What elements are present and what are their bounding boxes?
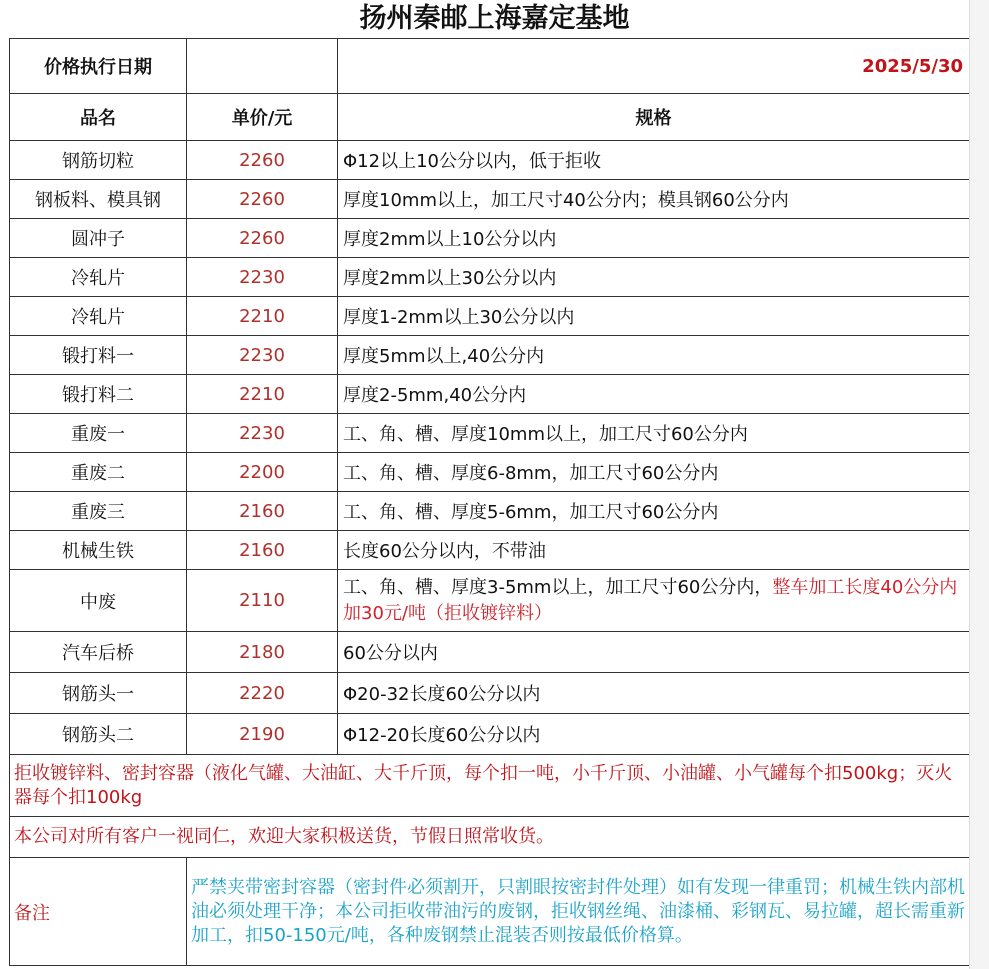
table-row	[10, 141, 970, 180]
remark-text: 严禁夹带密封容器（密封件必须割开，只割眼按密封件处理）如有发现一律重罚；机械生铁内部机油必须处理干净；本公司拒收带油污的废钢，拒收钢丝绳、油漆桶、彩钢瓦、易拉罐，超长需重新加工，扣50-150元/吨，各种废钢禁止混装否则按最低价格算。	[187, 858, 970, 966]
item-price: 2220	[187, 673, 338, 714]
remark-label: 备注	[10, 858, 187, 966]
table-row	[10, 258, 970, 297]
item-spec-highlight: 整车加工长度40公分内加30元/吨（拒收镀锌料）	[343, 576, 958, 624]
item-name: 钢筋头二	[10, 714, 187, 755]
welcome-note-row	[10, 817, 970, 858]
item-spec	[338, 673, 970, 714]
item-spec	[338, 453, 970, 492]
item-price: 2200	[187, 453, 338, 492]
item-spec-text: 工、角、槽、厚度10mm以上，加工尺寸60公分内	[343, 424, 748, 445]
item-price: 2210	[187, 297, 338, 336]
item-price: 2260	[187, 219, 338, 258]
price-table	[9, 38, 970, 966]
item-spec-text: 厚度2mm以上30公分以内	[343, 268, 557, 289]
item-spec-text: 长度60公分以内，不带油	[343, 541, 546, 562]
table-row	[10, 297, 970, 336]
item-price: 2180	[187, 632, 338, 673]
item-price: 2160	[187, 531, 338, 570]
item-name: 中废	[10, 570, 187, 632]
item-price: 2230	[187, 414, 338, 453]
table-row	[10, 336, 970, 375]
item-price: 2110	[187, 570, 338, 632]
item-spec-text: 厚度2mm以上10公分以内	[343, 229, 557, 250]
item-spec	[338, 141, 970, 180]
item-name: 汽车后桥	[10, 632, 187, 673]
item-spec-text: 厚度10mm以上，加工尺寸40公分内；模具钢60公分内	[343, 190, 789, 211]
item-name: 重废二	[10, 453, 187, 492]
item-name: 圆冲子	[10, 219, 187, 258]
item-name: 重废一	[10, 414, 187, 453]
item-spec-text: Φ20-32长度60公分以内	[343, 684, 541, 705]
item-spec-text: Φ12-20长度60公分以内	[343, 725, 541, 746]
item-price: 2260	[187, 180, 338, 219]
welcome-note: 本公司对所有客户一视同仁，欢迎大家积极送货，节假日照常收货。	[10, 817, 970, 858]
item-spec-text: 60公分以内	[343, 643, 438, 664]
item-price: 2210	[187, 375, 338, 414]
item-spec-text: 厚度5mm以上,40公分内	[343, 346, 545, 367]
table-row	[10, 632, 970, 673]
item-spec	[338, 336, 970, 375]
item-spec	[338, 632, 970, 673]
item-price: 2160	[187, 492, 338, 531]
table-row	[10, 375, 970, 414]
item-spec-text: 工、角、槽、厚度3-5mm以上，加工尺寸60公分内，	[343, 576, 773, 598]
item-spec	[338, 297, 970, 336]
table-row	[10, 673, 970, 714]
date-label: 价格执行日期	[10, 39, 187, 94]
item-spec	[338, 258, 970, 297]
item-name: 机械生铁	[10, 531, 187, 570]
table-row	[10, 180, 970, 219]
item-spec-text: 厚度1-2mm以上30公分以内	[343, 307, 575, 328]
item-name: 锻打料一	[10, 336, 187, 375]
item-name: 锻打料二	[10, 375, 187, 414]
item-spec	[338, 714, 970, 755]
item-name: 重废三	[10, 492, 187, 531]
date-value: 2025/5/30	[338, 39, 970, 94]
table-row	[10, 414, 970, 453]
table-row	[10, 492, 970, 531]
item-spec	[338, 219, 970, 258]
item-spec-text: 厚度2-5mm,40公分内	[343, 385, 527, 406]
item-name: 冷轧片	[10, 297, 187, 336]
item-spec	[338, 375, 970, 414]
header-price: 单价/元	[187, 94, 338, 141]
header-name: 品名	[10, 94, 187, 141]
item-spec-text: 工、角、槽、厚度5-6mm，加工尺寸60公分内	[343, 502, 719, 523]
item-name: 钢筋头一	[10, 673, 187, 714]
table-row	[10, 531, 970, 570]
item-name: 冷轧片	[10, 258, 187, 297]
date-row	[10, 39, 970, 94]
item-spec	[338, 570, 970, 632]
header-row	[10, 94, 970, 141]
item-price: 2230	[187, 258, 338, 297]
remark-row	[10, 858, 970, 966]
sheet-scroll-edge	[969, 0, 989, 969]
date-empty-cell	[187, 39, 338, 94]
item-price: 2190	[187, 714, 338, 755]
table-row	[10, 453, 970, 492]
item-spec	[338, 531, 970, 570]
reject-note: 拒收镀锌料、密封容器（液化气罐、大油缸、大千斤顶，每个扣一吨，小千斤顶、小油罐、小气罐每个扣500kg；灭火器每个扣100kg	[10, 755, 970, 817]
sheet-title: 扬州秦邮上海嘉定基地	[359, 3, 630, 34]
table-row	[10, 219, 970, 258]
table-row	[10, 714, 970, 755]
reject-note-row	[10, 755, 970, 817]
item-spec	[338, 492, 970, 531]
table-row	[10, 570, 970, 632]
item-spec	[338, 180, 970, 219]
item-spec-text: 工、角、槽、厚度6-8mm，加工尺寸60公分内	[343, 463, 719, 484]
item-spec	[338, 414, 970, 453]
item-name: 钢板料、模具钢	[10, 180, 187, 219]
item-price: 2260	[187, 141, 338, 180]
item-price: 2230	[187, 336, 338, 375]
header-spec: 规格	[338, 94, 970, 141]
item-name: 钢筋切粒	[10, 141, 187, 180]
item-spec-text: Φ12以上10公分以内，低于拒收	[343, 151, 601, 172]
